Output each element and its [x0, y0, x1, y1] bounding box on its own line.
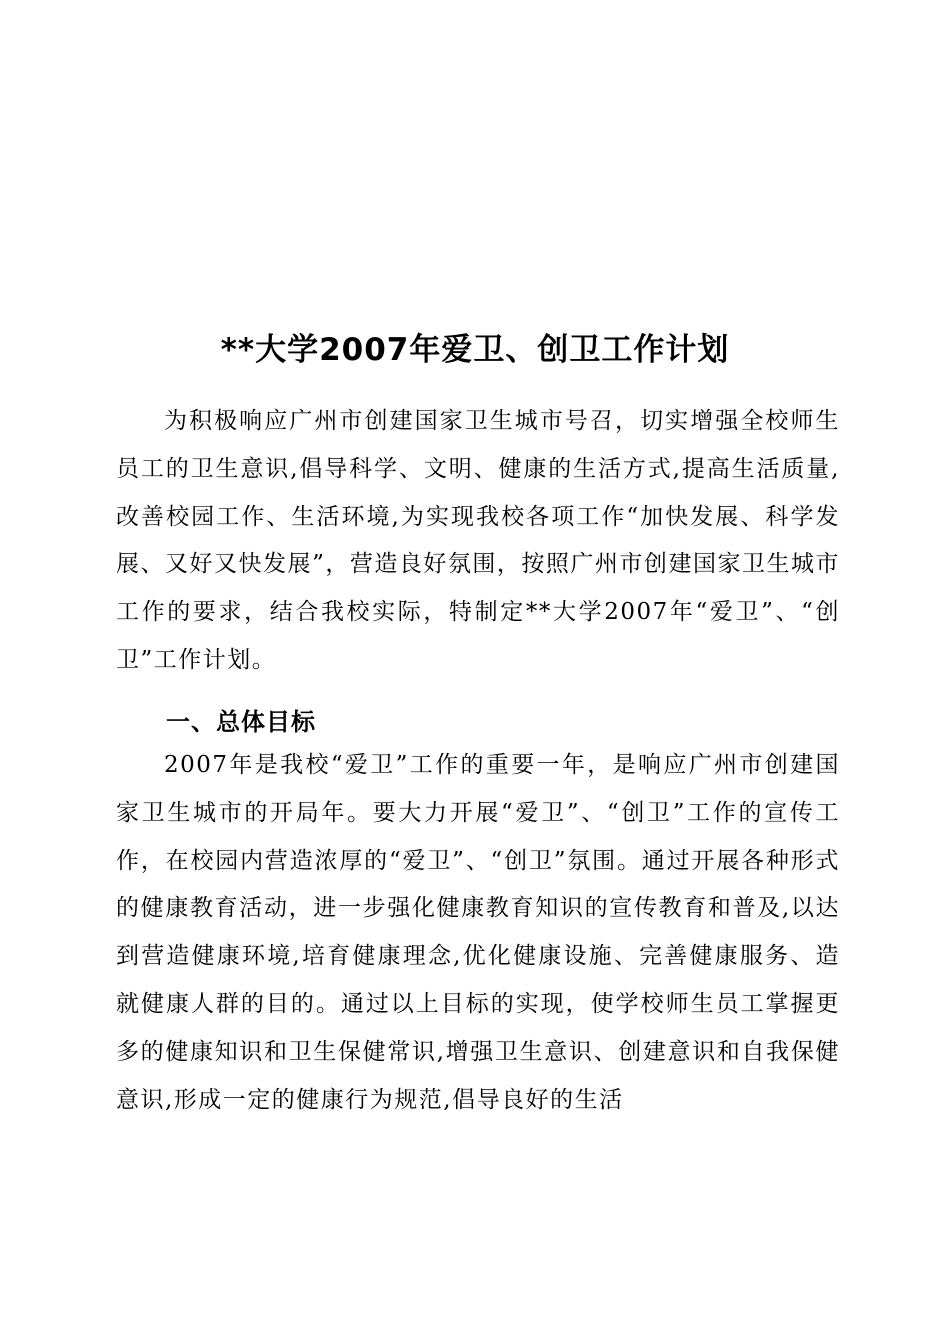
document-title: **大学2007年爱卫、创卫工作计划	[220, 332, 730, 368]
intro-paragraph: 为积极响应广州市创建国家卫生城市号召，切实增强全校师生员工的卫生意识,倡导科学、文明、健康的生活方式,提高生活质量,改善校园工作、生活环境,为实现我校各项工作“加快发展、科学发展、又好又快发展”，营造良好氛围，按照广州市创建国家卫生城市工作的要求，结合我校实际，特制定**大学2007年“爱卫”、“创卫”工作计划。	[116, 408, 840, 673]
section-paragraph-overall-goals: 2007年是我校“爱卫”工作的重要一年，是响应广州市创建国家卫生城市的开局年。要大力开展“爱卫”、“创卫”工作的宣传工作，在校园内营造浓厚的“爱卫”、“创卫”氛围。通过开展各种形式的健康教育活动，进一步强化健康教育知识的宣传教育和普及,以达到营造健康环境,培育健康理念,优化健康设施、完善健康服务、造就健康人群的目的。通过以上目标的实现，使学校师生员工掌握更多的健康知识和卫生保健常识,增强卫生意识、创建意识和自我保健意识,形成一定的健康行为规范,倡导良好的生活	[116, 752, 840, 1113]
section-heading-overall-goals: 一、总体目标	[166, 708, 316, 736]
